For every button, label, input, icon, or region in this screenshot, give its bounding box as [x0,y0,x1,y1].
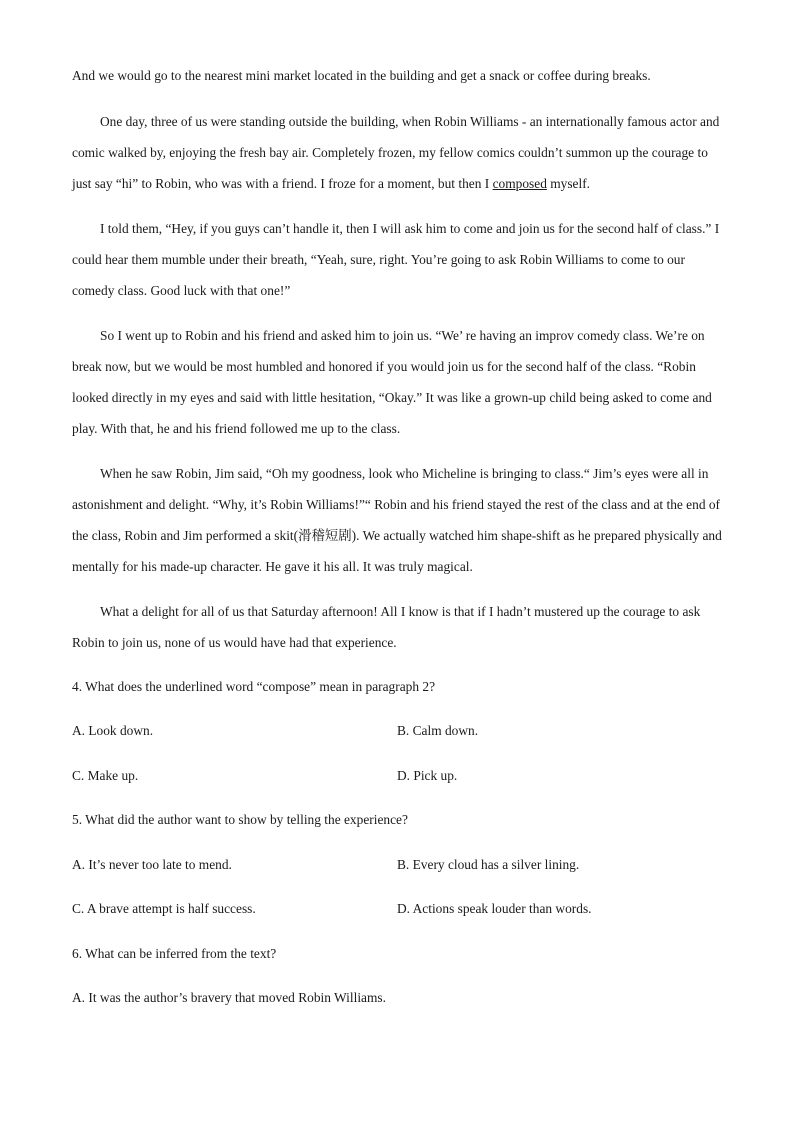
paragraph-5 [72,596,722,658]
paragraph-0-text: And we would go to the nearest mini market located in the building and get a snack or coffee during breaks. [72,68,651,83]
paragraph-1 [72,106,722,199]
question-4-option-a: A. Look down. [72,723,154,738]
question-4-option-d: D. Pick up. [397,768,458,783]
question-6-stem: 6. What can be inferred from the text? [72,946,277,961]
question-5-option-c: C. A brave attempt is half success. [72,901,256,916]
question-5-option-b: B. Every cloud has a silver lining. [397,857,580,872]
paragraph-4-text: When he saw Robin, Jim said, “Oh my goodness, look who Micheline is bringing to class.“ Jim’s eyes were all in astonishment and delight. “Why, it’s Robin Williams!”“ Robin and his friend stayed the rest of the class and at the end of the class, Robin and Jim performed a skit(滑稽短剧). We actually watched him shape-shift as he prepared physically and mentally for his made-up character. He gave it his all. It was truly magical. [72,466,722,574]
question-6-option-a: A. It was the author’s bravery that moved Robin Williams. [72,990,386,1005]
paragraph-5-text: What a delight for all of us that Saturday afternoon! All I know is that if I hadn’t mustered up the courage to ask Robin to join us, none of us would have had that experience. [72,604,701,650]
question-4-stem: 4. What does the underlined word “compose” mean in paragraph 2? [72,679,436,694]
paragraph-0 [72,60,722,91]
question-5-option-a: A. It’s never too late to mend. [72,857,232,872]
paragraph-3-text: So I went up to Robin and his friend and asked him to join us. “We’ re having an improv comedy class. We’re on break now, but we would be most humbled and honored if you would join us for the second half of the class. “Robin looked directly in my eyes and said with little hesitation, “Okay.” It was like a grown-up child being asked to come and play. With that, he and his friend followed me up to the class. [72,328,712,436]
question-4-option-b: B. Calm down. [397,723,479,738]
paragraph-1-text-start: One day, three of us were standing outside the building, when Robin Williams - an internationally famous actor and comic walked by, enjoying the fresh bay air. Completely frozen, my fellow comics couldn’t summon up the courage to just say “hi” to Robin, who was with a friend. I froze for a moment, but then I [72,114,720,191]
underlined-word-composed: composed [492,176,547,191]
paragraph-2 [72,213,722,306]
paragraph-1-text-end: myself. [546,176,591,191]
question-5-option-d: D. Actions speak louder than words. [397,901,592,916]
question-4-option-c: C. Make up. [72,768,139,783]
paragraph-3 [72,320,722,444]
question-5-stem: 5. What did the author want to show by telling the experience? [72,812,408,827]
paragraph-4 [72,458,722,582]
paragraph-2-text: I told them, “Hey, if you guys can’t handle it, then I will ask him to come and join us for the second half of class.” I could hear them mumble under their breath, “Yeah, sure, right. You’re going to ask Robin Williams to come to our comedy class. Good luck with that one!” [72,221,720,298]
